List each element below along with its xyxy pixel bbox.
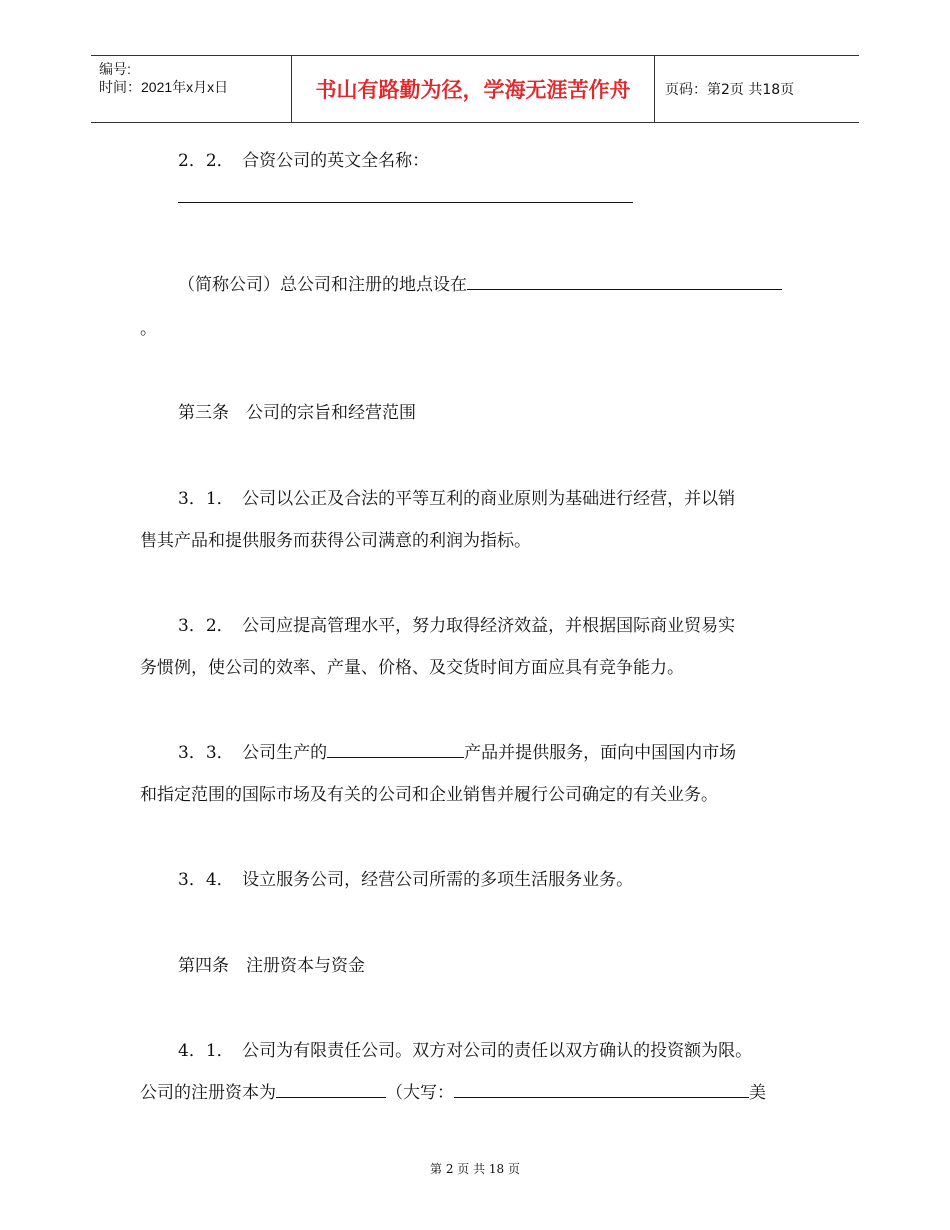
product-blank — [327, 740, 464, 758]
header-page-info: 页码：第2页 共18页 — [665, 82, 795, 98]
article-3-title: 第三条 公司的宗旨和经营范围 — [178, 403, 416, 423]
clause-2-2: 2．2． 合资公司的英文全名称： — [178, 151, 430, 171]
clause-3-4: 3．4． 设立服务公司，经营公司所需的多项生活服务业务。 — [178, 870, 634, 890]
clause-3-3-post: 产品并提供服务，面向中国国内市场 — [464, 743, 737, 763]
clause-4-1-line2 — [140, 1078, 766, 1103]
number-label: 编号: — [99, 61, 131, 77]
header-meta — [91, 56, 291, 122]
capital-blank — [276, 1080, 386, 1098]
clause-3-3-line2: 和指定范围的国际市场及有关的公司和企业销售并履行公司确定的有关业务。 — [140, 785, 718, 805]
english-name-blank — [178, 202, 633, 203]
clause-3-1-line2: 售其产品和提供服务而获得公司满意的利润为指标。 — [140, 531, 531, 551]
capital-uppercase-label: （大写： — [386, 1083, 454, 1103]
clause-3-3-line1 — [178, 738, 736, 763]
clause-2-2-address — [178, 270, 782, 295]
page-header — [91, 55, 859, 123]
article-4-title: 第四条 注册资本与资金 — [178, 956, 365, 976]
clause-4-1-line1: 4．1． 公司为有限责任公司。双方对公司的责任以双方确认的投资额为限。 — [178, 1041, 753, 1061]
clause-3-1-line1: 3．1． 公司以公正及合法的平等互利的商业原则为基础进行经营，并以销 — [178, 489, 736, 509]
time-label: 时间：2021年x月x日 — [99, 79, 229, 95]
address-blank — [467, 272, 782, 290]
clause-3-3-pre: 3．3． 公司生产的 — [178, 743, 328, 763]
clause-3-2-line1: 3．2． 公司应提高管理水平，努力取得经济效益，并根据国际商业贸易实 — [178, 616, 736, 636]
page-footer: 第 2 页 共 18 页 — [430, 1162, 520, 1176]
capital-currency: 美 — [749, 1083, 766, 1103]
address-text: （简称公司）总公司和注册的地点设在 — [178, 275, 467, 295]
capital-uppercase-blank — [454, 1080, 749, 1098]
address-end: 。 — [140, 319, 157, 339]
capital-text: 公司的注册资本为 — [140, 1083, 276, 1103]
header-motto: 书山有路勤为径，学海无涯苦作舟 — [291, 56, 655, 122]
clause-3-2-line2: 务惯例，使公司的效率、产量、价格、及交货时间方面应具有竞争能力。 — [140, 658, 684, 678]
